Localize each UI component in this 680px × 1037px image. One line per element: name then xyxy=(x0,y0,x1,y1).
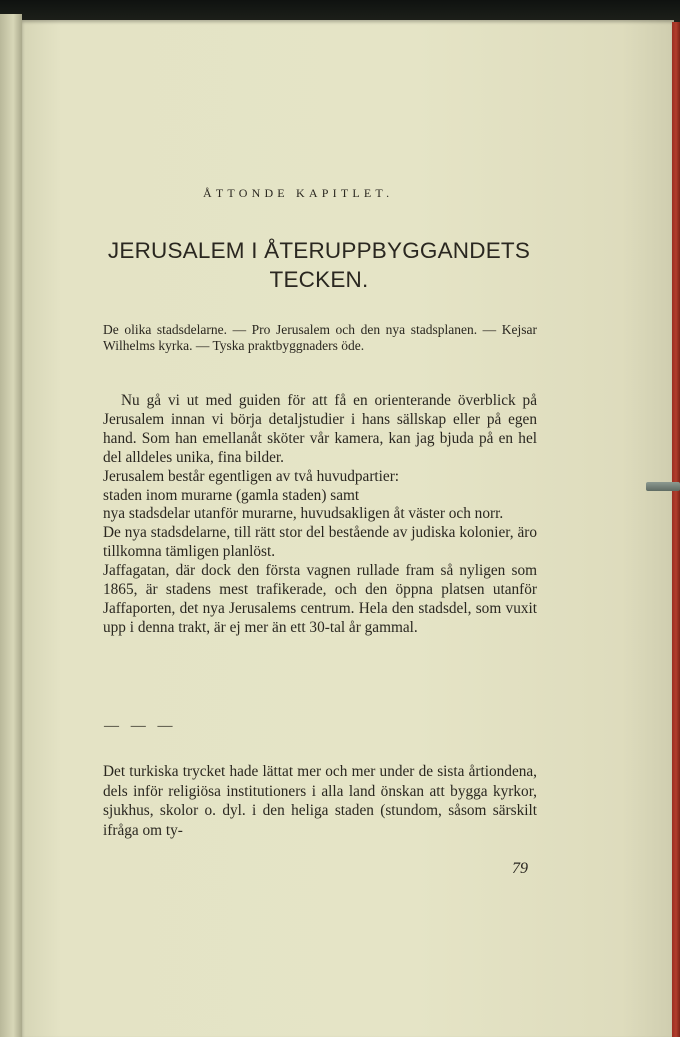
previous-page-edge xyxy=(0,14,22,1037)
paragraph: nya stadsdelar utanför murarne, huvudsakligen åt väster och norr. xyxy=(103,505,504,523)
body-text xyxy=(103,392,537,638)
book-cover-edge xyxy=(672,22,680,1037)
bookmark-clip xyxy=(646,482,680,491)
paragraph: staden inom murarne (gamla staden) samt xyxy=(103,486,360,504)
chapter-summary: De olika stadsdelarne. — Pro Jerusalem och den nya stadsplanen. — Kejsar Wilhelms kyrka. — Tyska praktbyggnaders öde. xyxy=(103,322,537,353)
chapter-heading: ÅTTONDE KAPITLET. xyxy=(203,186,394,200)
chapter-title-line-1: JERUSALEM I ÅTERUPPBYGGANDETS xyxy=(107,238,531,263)
paragraph: Jaffagatan, där dock den första vagnen rullade fram så nyligen som 1865, är stadens mest trafikerade, och den öppna platsen utanför Jaffaporten, det nya Jerusalems centrum. Hela den stadsdel, som vuxit upp i denna trakt, är ej mer än ett 30-tal år gammal. xyxy=(103,562,537,636)
section-break: — — — xyxy=(104,718,177,734)
paragraph: Nu gå vi ut med guiden för att få en orienterande överblick på Jerusalem innan vi börja detaljstudier i hans sällskap eller på egen hand. Som han emellanåt sköter vår kamera, kan jag bjuda på en hel del alldeles unika, fina bilder. xyxy=(103,392,537,466)
paragraph-after-break: Det turkiska trycket hade lättat mer och mer under de sista årtiondena, dels inför religiösa institutioners i alla land önskan att bygga kyrkor, sjukhus, skolor o. dyl. i den heliga staden (stundom, såsom särskilt ifråga om ty- xyxy=(103,763,537,839)
chapter-title-line-2: TECKEN. xyxy=(269,267,369,292)
page-number: 79 xyxy=(512,860,528,877)
paragraph: De nya stadsdelarne, till rätt stor del bestående av judiska kolonier, äro tillkomna tämligen planlöst. xyxy=(103,524,537,561)
paragraph: Jerusalem består egentligen av två huvudpartier: xyxy=(103,467,400,485)
chapter-title xyxy=(104,236,534,294)
scan-background-top xyxy=(0,0,680,22)
